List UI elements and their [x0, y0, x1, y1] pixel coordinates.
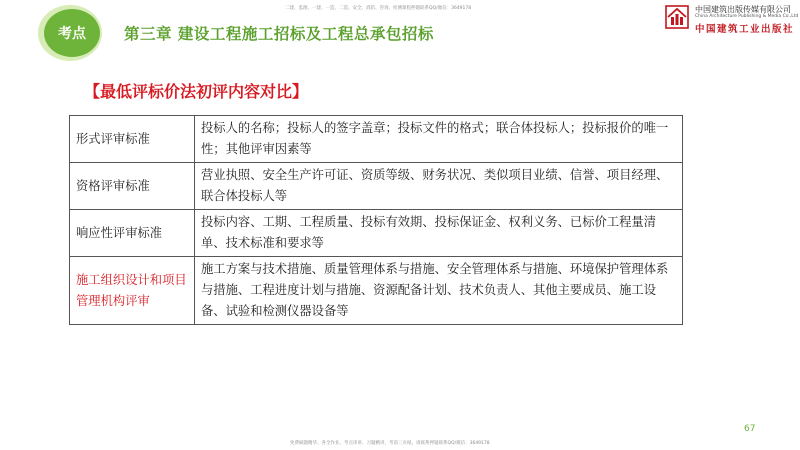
topic-badge: [44, 9, 100, 57]
chapter-title: 第三章 建设工程施工招标及工程总承包招标: [124, 25, 434, 43]
bottom-note: 免费刷题精华、各全作业、考点串讲、习题精讲，考前三页纸，请联系押题联系QQ/微信：3649178: [290, 441, 490, 446]
table-row: [70, 116, 683, 163]
content-cell: 投标人的名称；投标人的签字盖章；投标文件的格式；联合体投标人；投标报价的唯一性；其他评审因素等: [195, 116, 683, 163]
comparison-table: [69, 115, 683, 325]
criterion-cell: 资格评审标准: [70, 163, 195, 210]
section-heading: 【最低评标价法初评内容对比】: [84, 82, 309, 101]
criterion-cell-highlighted: 施工组织设计和项目管理机构评审: [70, 257, 195, 325]
publisher-name-en: China Architecture Publishing & Media Co.,Ltd: [695, 14, 799, 19]
topic-badge-label: 考点: [58, 26, 86, 42]
top-note: 二建、监理、一建、一造、二造、安全、消防、咨询、检测课程押题联系QQ/微信：3649178: [285, 6, 472, 11]
publisher-seal-text: 中国建筑工业出版社: [695, 24, 795, 35]
publisher-logo-icon: [665, 5, 689, 29]
criterion-cell: 响应性评审标准: [70, 210, 195, 257]
publisher-name-cn: 中国建筑出版传媒有限公司: [695, 5, 791, 14]
table-row: [70, 163, 683, 210]
content-cell: 投标内容、工期、工程质量、投标有效期、投标保证金、权利义务、已标价工程量清单、技术标准和要求等: [195, 210, 683, 257]
content-cell: 施工方案与技术措施、质量管理体系与措施、安全管理体系与措施、环境保护管理体系与措施、工程进度计划与措施、资源配备计划、技术负责人、其他主要成员、施工设备、试验和检测仪器设备等: [195, 257, 683, 325]
content-cell: 营业执照、安全生产许可证、资质等级、财务状况、类似项目业绩、信誉、项目经理、联合体投标人等: [195, 163, 683, 210]
page-number: 67: [744, 424, 756, 434]
criterion-cell: 形式评审标准: [70, 116, 195, 163]
table-row: [70, 257, 683, 325]
table-row: [70, 210, 683, 257]
